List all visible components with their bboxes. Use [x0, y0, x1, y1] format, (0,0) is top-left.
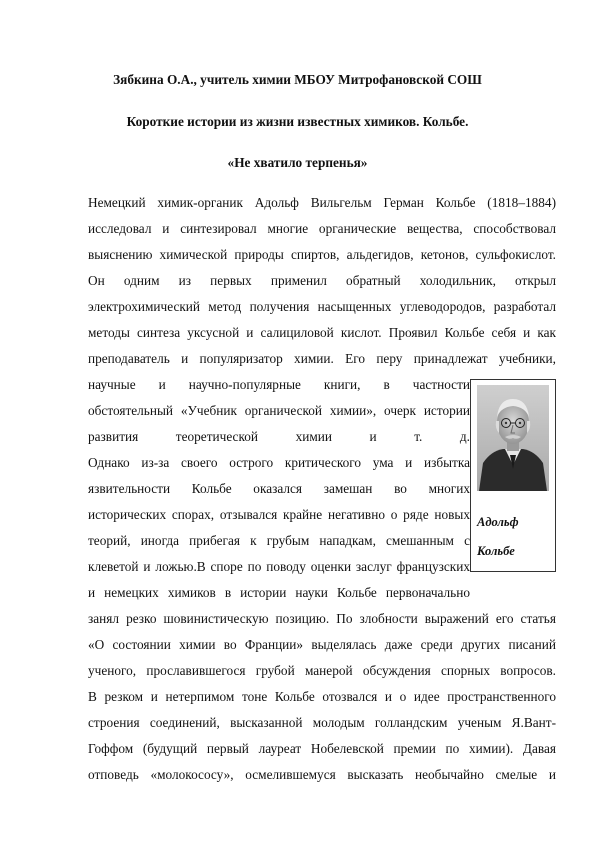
author-line: Зябкина О.А., учитель химии МБОУ Митрофановской СОШ [113, 72, 482, 87]
body-line: исторических спорах, отзывался крайне негативно о ряде новых [88, 507, 470, 522]
body-line: «О состоянии химии во Франции» выделялась даже среди других писаний [88, 637, 556, 652]
body-line: развития теоретической химии и т. д. [88, 429, 470, 444]
body-line: исследовал и синтезировал многие органические вещества, способствовал [88, 221, 556, 236]
body-line: Гоффом (будущий первый лауреат Нобелевской премии по химии). Давая [88, 741, 556, 756]
body-line: ученого, прославившегося грубой манерой обсуждения спорных вопросов. [88, 663, 556, 678]
portrait-figure [470, 379, 556, 572]
body-line: теорий, иногда прибегая к грубым нападкам, смешанным с [88, 533, 470, 548]
body-line: и немецких химиков в истории науки Кольбе первоначально [88, 585, 470, 600]
body-line: методы синтеза уксусной и салициловой кислот. Проявил Кольбе себя и как [88, 325, 556, 340]
body-line: обстоятельный «Учебник органической химии», очерк истории [88, 403, 470, 418]
body-line: Он одним из первых применил обратный холодильник, открыл [88, 273, 556, 288]
body-line: преподаватель и популяризатор химии. Его перу принадлежат учебники, [88, 351, 556, 366]
body-line: язвительности Кольбе оказался замешан во многих [88, 481, 470, 496]
body-line: научные и научно-популярные книги, в частности [88, 377, 470, 392]
body-line: строения соединений, высказанной молодым голландским ученым Я.Вант- [88, 715, 556, 730]
body-line: Однако из-за своего острого критического ума и избытка [88, 455, 470, 470]
body-line: Немецкий химик-органик Адольф Вильгельм Герман Кольбе (1818–1884) [88, 195, 556, 210]
series-title: Короткие истории из жизни известных химиков. Кольбе. [126, 114, 469, 129]
body-line: отповедь «молокососу», осмелившемуся высказать необычайно смелые и [88, 767, 556, 782]
portrait-photo-icon [477, 385, 549, 491]
body-line: клеветой и ложью.В споре по поводу оценки заслуг французских [88, 559, 470, 574]
figure-caption-last-name: Кольбе [477, 544, 515, 558]
body-line: В резком и нетерпимом тоне Кольбе отозвался и о идее пространственного [88, 689, 556, 704]
body-line: электрохимический метод получения насыщенных углеводородов, разработал [88, 299, 556, 314]
body-line: занял резко шовинистическую позицию. По злобности выражений его статья [88, 611, 556, 626]
figure-caption-first-name: Адольф [477, 515, 519, 529]
story-title: «Не хватило терпенья» [227, 155, 368, 170]
body-line: выяснению химической природы спиртов, альдегидов, кетонов, сульфокислот. [88, 247, 556, 262]
